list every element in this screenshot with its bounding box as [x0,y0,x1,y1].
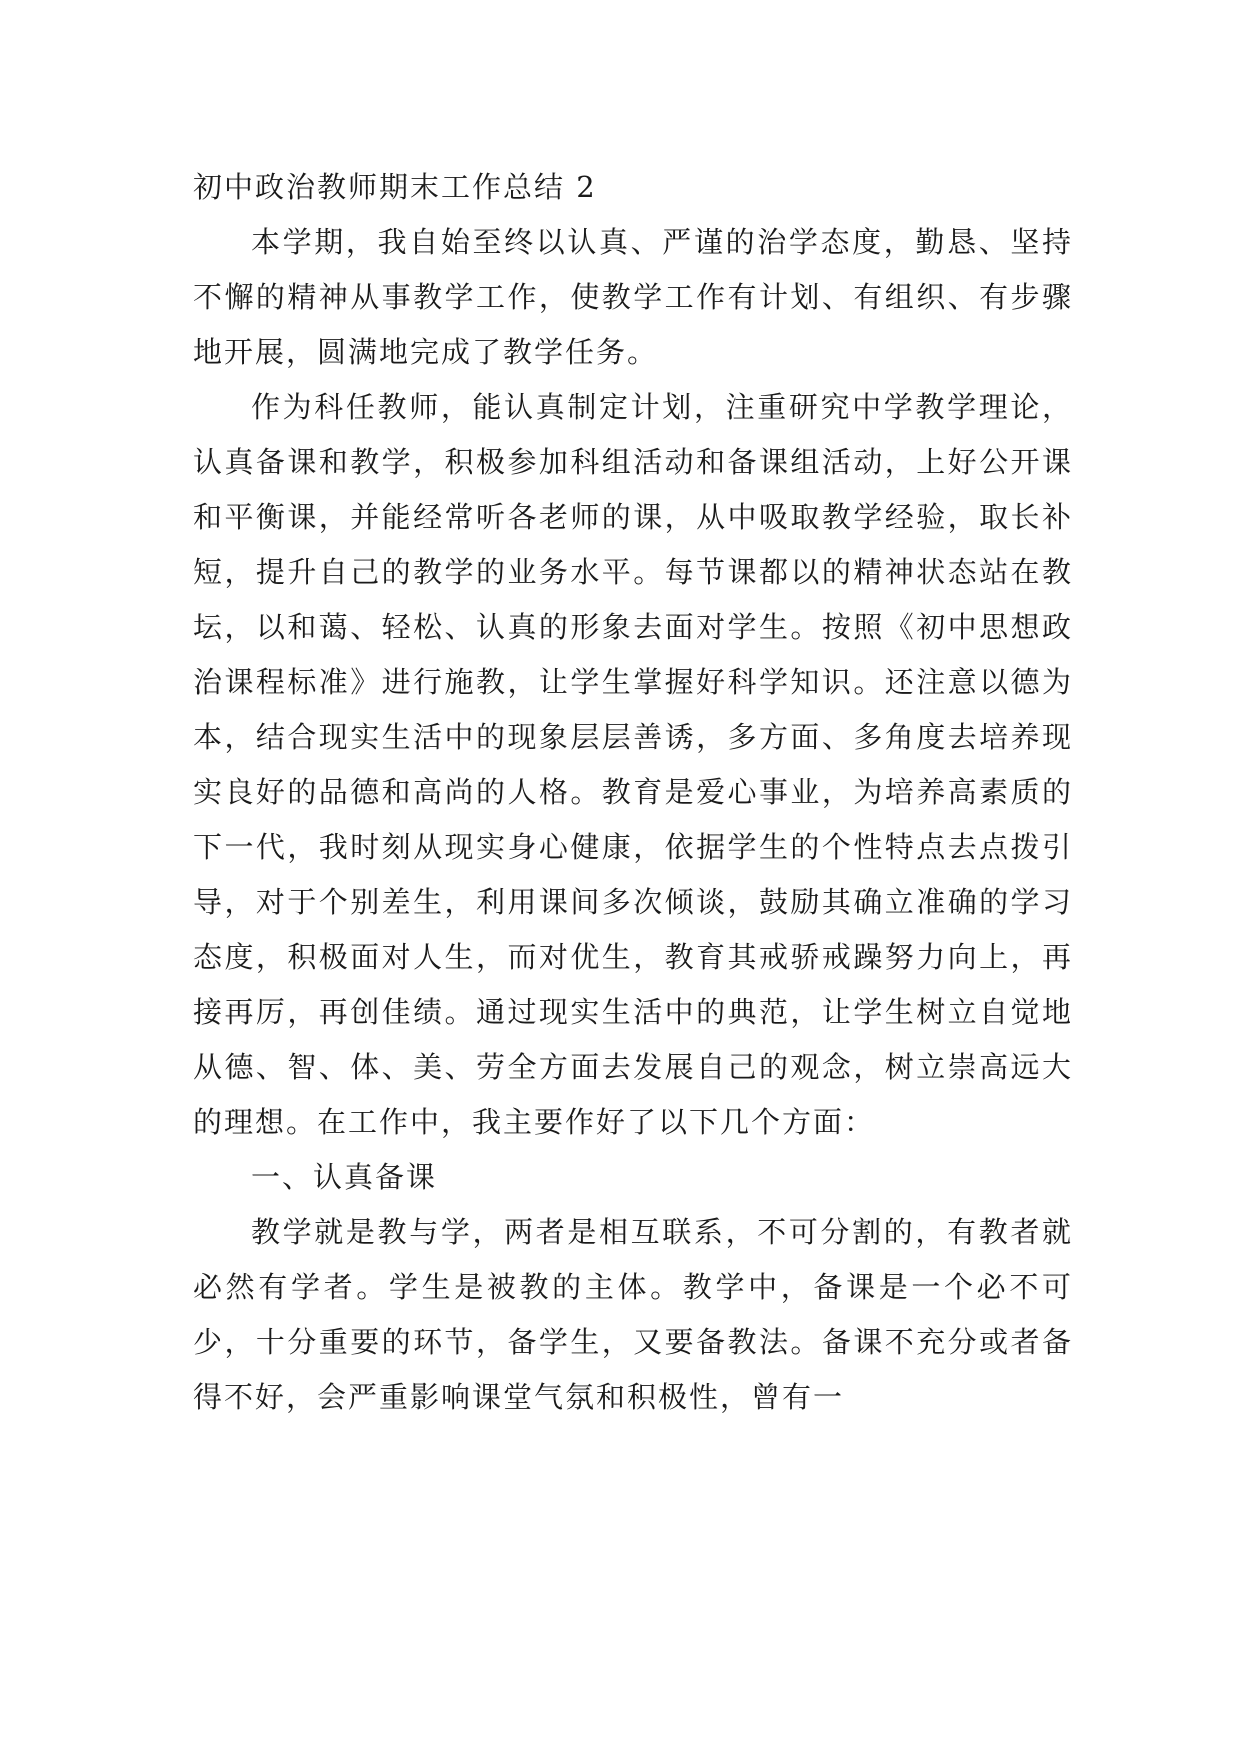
document-title: 初中政治教师期末工作总结 2 [193,170,597,204]
paragraph-prepare-lessons: 教学就是教与学，两者是相互联系，不可分割的，有教者就必然有学者。学生是被教的主体。教学中，备课是一个必不可少，十分重要的环节，备学生，又要备教法。备课不充分或者备得不好，会严重影响课堂气氛和积极性，曾有一 [193,1215,1073,1414]
paragraph-intro: 本学期，我自始至终以认真、严谨的治学态度，勤恳、坚持不懈的精神从事教学工作，使教学工作有计划、有组织、有步骤地开展，圆满地完成了教学任务。 [193,225,1073,369]
section-heading-prepare-lessons: 一、认真备课 [251,1160,438,1194]
document-body [193,160,1073,1425]
paragraph-teacher-role: 作为科任教师，能认真制定计划，注重研究中学教学理论，认真备课和教学，积极参加科组活动和备课组活动，上好公开课和平衡课，并能经常听各老师的课，从中吸取教学经验，取长补短，提升自己的教学的业务水平。每节课都以的精神状态站在教坛，以和蔼、轻松、认真的形象去面对学生。按照《初中思想政治课程标准》进行施教，让学生掌握好科学知识。还注意以德为本，结合现实生活中的现象层层善诱，多方面、多角度去培养现实良好的品德和高尚的人格。教育是爱心事业，为培养高素质的下一代，我时刻从现实身心健康，依据学生的个性特点去点拨引导，对于个别差生，利用课间多次倾谈，鼓励其确立准确的学习态度，积极面对人生，而对优生，教育其戒骄戒躁努力向上，再接再厉，再创佳绩。通过现实生活中的典范，让学生树立自觉地从德、智、体、美、劳全方面去发展自己的观念，树立崇高远大的理想。在工作中，我主要作好了以下几个方面： [193,390,1073,1139]
